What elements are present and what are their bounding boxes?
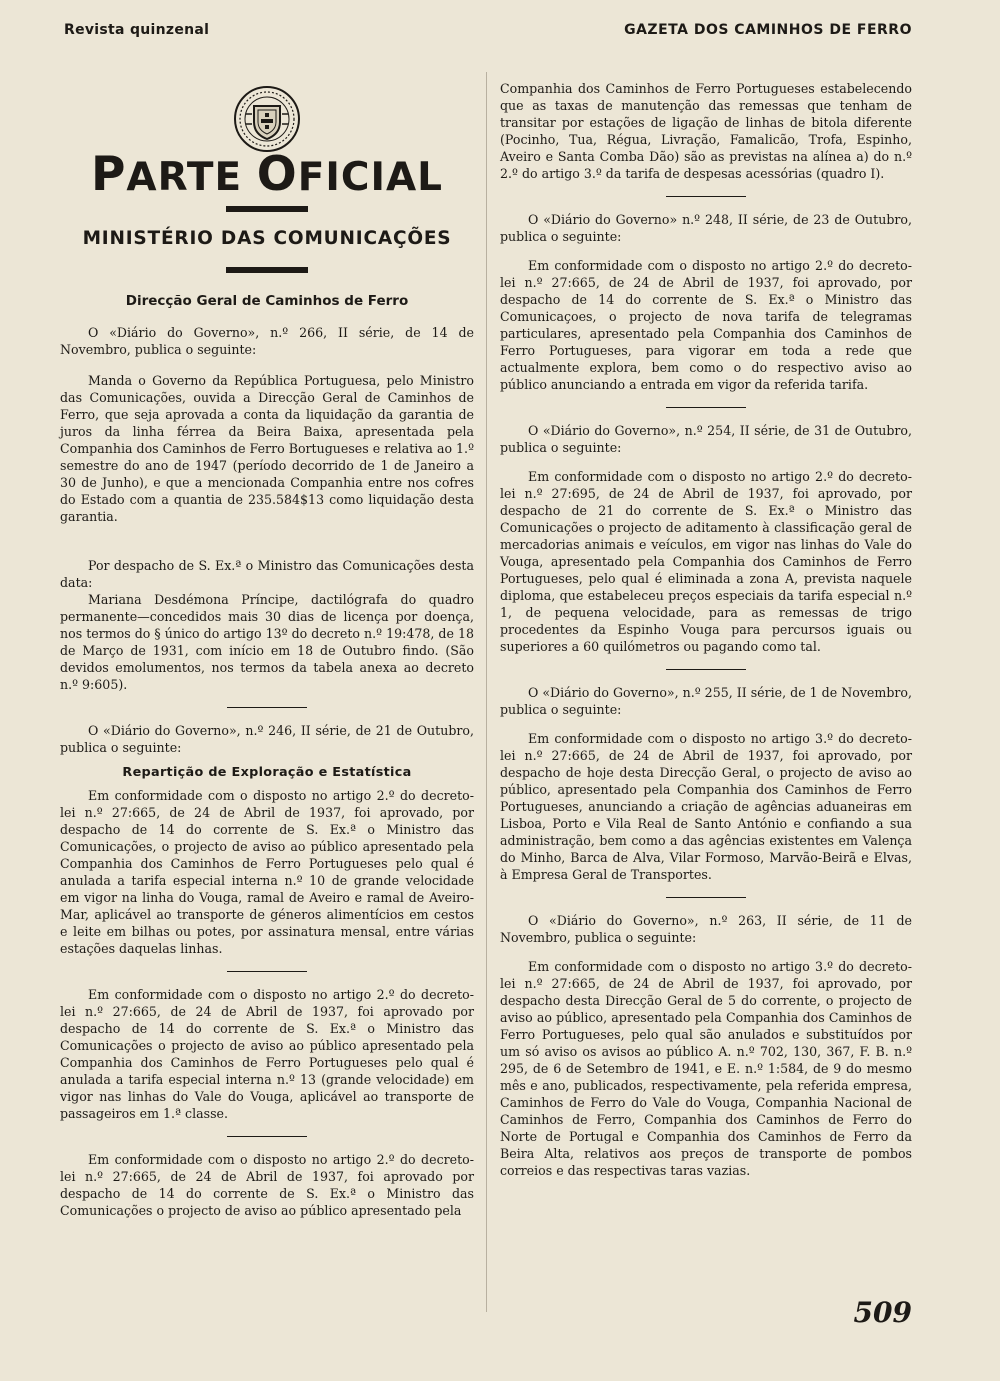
left-paragraph-4: Mariana Desdémona Príncipe, dactilógrafa do quadro permanente—concedidos mais 30 dias de licença por doença, nos termos do § único do artigo 13º do decreto n.º 19:478, de 18 de Março de 1931, com início em 18 de Outubro findo. (São devidos emolumentos, nos termos da tabela anexa ao decreto n.º 9:605). bbox=[60, 592, 474, 692]
right-paragraph-9: Em conformidade com o disposto no artigo 3.º do decreto-lei n.º 27:665, de 24 de Abril de 1937, foi aprovado, por despacho desta Direcção Geral de 5 do corrente, o projecto de aviso ao público, apresentado pela Companhia dos Caminhos de Ferro Portugueses, pelo qual são anulados e substituídos por um só aviso os avisos ao público A. n.º 702, 130, 367, F. B. n.º 295, de 6 de Setembro de 1941, e E. n.º 1:584, de 9 do mesmo mês e ano, publicados, respectivamente, pela referida empresa, Caminhos de Ferro do Vale do Vouga, Companhia Nacional de Caminhos de Ferro, Companhia dos Caminhos de Ferro do Norte de Portugal e Companhia dos Caminhos de Ferro da Beira Alta, relativos aos preços de transporte de pombos correios e das respectivas taras vazias. bbox=[500, 959, 912, 1178]
left-paragraph-6: Em conformidade com o disposto no artigo 2.º do decreto-lei n.º 27:665, de 24 de Abril de 1937, foi aprovado, por despacho de 14 do corrente de S. Ex.ª o Ministro das Comunicações, o projecto de aviso ao público apresentado pela Companhia dos Caminhos de Ferro Portugueses pelo qual é anulada a tarifa especial interna n.º 10 de grande velocidade em vigor na linha do Vouga, ramal de Aveiro e ramal de Aveiro-Mar, aplicável ao transporte de géneros alimentícios em cestos e leite em bilhas ou potes, por assinatura mensal, entre várias estações daquelas linhas. bbox=[60, 788, 474, 956]
title-second-letter: O bbox=[256, 147, 298, 202]
right-paragraph-8: O «Diário do Governo», n.º 263, II série, de 11 de Novembro, publica o seguinte: bbox=[500, 913, 912, 945]
right-paragraph-1: Companhia dos Caminhos de Ferro Portugueses estabelecendo que as taxas de manutenção das remessas que tenham de transitar por estações de ligação de linhas de bitola diferente (Pocinho, Tua, Régua, Livração, Famalicão, Trofa, Espinho, Aveiro e Santa Comba Dão) são as previstas na alínea a) do n.º 2.º do artigo 3.º da tarifa de despesas acessórias (quadro I). bbox=[500, 81, 912, 181]
left-paragraph-1: O «Diário do Governo», n.º 266, II série, de 14 de Novembro, publica o seguinte: bbox=[60, 325, 474, 357]
ministry-underline bbox=[226, 267, 308, 273]
title-first-rest: ARTE bbox=[126, 155, 243, 200]
section-divider bbox=[666, 669, 746, 670]
column-divider bbox=[486, 72, 487, 1312]
section-divider bbox=[227, 971, 307, 972]
left-column bbox=[60, 84, 474, 1219]
right-paragraph-5: Em conformidade com o disposto no artigo 2.º do decreto-lei n.º 27:695, de 24 de Abril de 1937, foi aprovado, por despacho de 21 do corrente de S. Ex.ª o Ministro das Comunicações o projecto de aditamento à classificação geral de mercadorias animais e veículos, em vigor nas linhas do Vale do Vouga, apresentado pela Companhia dos Caminhos de Ferro Portugueses, pelo qual é eliminada a zona A, prevista naquele diploma, que estabeleceu preços especiais da tarifa especial n.º 1, de pequena velocidade, para as remessas de trigo procedentes da Espinho Vouga para percursos iguais ou superiores a 60 quilómetros ou pagando como tal. bbox=[500, 469, 912, 654]
section-divider bbox=[227, 707, 307, 708]
right-paragraph-6: O «Diário do Governo», n.º 255, II série, de 1 de Novembro, publica o seguinte: bbox=[500, 685, 912, 717]
left-paragraph-8: Em conformidade com o disposto no artigo 2.º do decreto-lei n.º 27:665, de 24 de Abril de 1937, foi aprovado por despacho de 14 do corrente de S. Ex.ª o Ministro das Comunicações o projecto de aviso ao público apresentado pela bbox=[60, 1152, 474, 1218]
left-paragraph-2: Manda o Governo da República Portuguesa, pelo Ministro das Comunicações, ouvida a Direcção Geral de Caminhos de Ferro, que seja aprovada a conta da liquidação da garantia de juros da linha férrea da Beira Baixa, apresentada pela Companhia dos Caminhos de Ferro Bortugueses e relativa ao 1.º semestre do ano de 1947 (período decorrido de 1 de Janeiro a 30 de Junho), e que a mencionada Companhia entre nos cofres do Estado com a quantia de 235.584$13 como liquidação desta garantia. bbox=[60, 373, 474, 524]
subsection-heading: Repartição de Exploração e Estatística bbox=[122, 765, 412, 780]
title-first-letter: P bbox=[90, 147, 127, 202]
page-number: 509 bbox=[853, 1296, 912, 1329]
title-underline bbox=[226, 206, 308, 212]
right-column bbox=[500, 80, 912, 1179]
section-divider bbox=[666, 196, 746, 197]
header-left: Revista quinzenal bbox=[64, 22, 210, 38]
section-divider bbox=[666, 407, 746, 408]
header-right: GAZETA DOS CAMINHOS DE FERRO bbox=[624, 22, 912, 38]
left-paragraph-3: Por despacho de S. Ex.ª o Ministro das Comunicações desta data: bbox=[60, 558, 474, 590]
right-paragraph-3: Em conformidade com o disposto no artigo 2.º do decreto-lei n.º 27:665, de 24 de Abril de 1937, foi aprovado, por despacho de 14 do corrente de S. Ex.ª o Ministro das Comunicaçoes, o projecto de nova tarifa de telegramas particulares, apresentado pela Companhia dos Caminhos de Ferro Portugueses, para vigorar em toda a rede que actualmente explora, bem como o do respectivo aviso ao público anunciando a entrada em vigor da referida tarifa. bbox=[500, 258, 912, 392]
page-title bbox=[60, 147, 474, 202]
section-divider bbox=[227, 1136, 307, 1137]
right-paragraph-4: O «Diário do Governo», n.º 254, II série, de 31 de Outubro, publica o seguinte: bbox=[500, 423, 912, 455]
section-divider bbox=[666, 897, 746, 898]
ministry-heading: MINISTÉRIO DAS COMUNICAÇÕES bbox=[82, 228, 452, 249]
left-paragraph-7: Em conformidade com o disposto no artigo 2.º do decreto-lei n.º 27:665, de 24 de Abril de 1937, foi aprovado por despacho de 14 do corrente de S. Ex.ª o Ministro das Comunicações o projecto de aviso ao público apresentado pela Companhia dos Caminhos de Ferro Portugueses pelo qual é anulada a tarifa especial interna n.º 13 (grande velocidade) em vigor nas linhas do Vale do Vouga, aplicável ao transporte de passageiros em 1.ª classe. bbox=[60, 987, 474, 1121]
title-second-rest: FICIAL bbox=[297, 155, 444, 200]
section-heading: Direcção Geral de Caminhos de Ferro bbox=[125, 293, 409, 309]
right-paragraph-2: O «Diário do Governo» n.º 248, II série, de 23 de Outubro, publica o seguinte: bbox=[500, 212, 912, 244]
portuguese-coat-of-arms-icon bbox=[232, 84, 302, 154]
right-paragraph-7: Em conformidade com o disposto no artigo 3.º do decreto-lei n.º 27:665, de 24 de Abril de 1937, foi aprovado, por despacho de hoje desta Direcção Geral, o projecto de aviso ao público, apresentado pela Companhia dos Caminhos de Ferro Portugueses, anunciando a criação de agências aduaneiras em Lisboa, Porto e Vila Real de Santo António e confiando a sua administração, bem como a das agências existentes em Valença do Minho, Barca de Alva, Vilar Formoso, Marvão-Beirã e Elvas, à Empresa Geral de Transportes. bbox=[500, 731, 912, 882]
left-paragraph-5: O «Diário do Governo», n.º 246, II série, de 21 de Outubro, publica o seguinte: bbox=[60, 723, 474, 755]
